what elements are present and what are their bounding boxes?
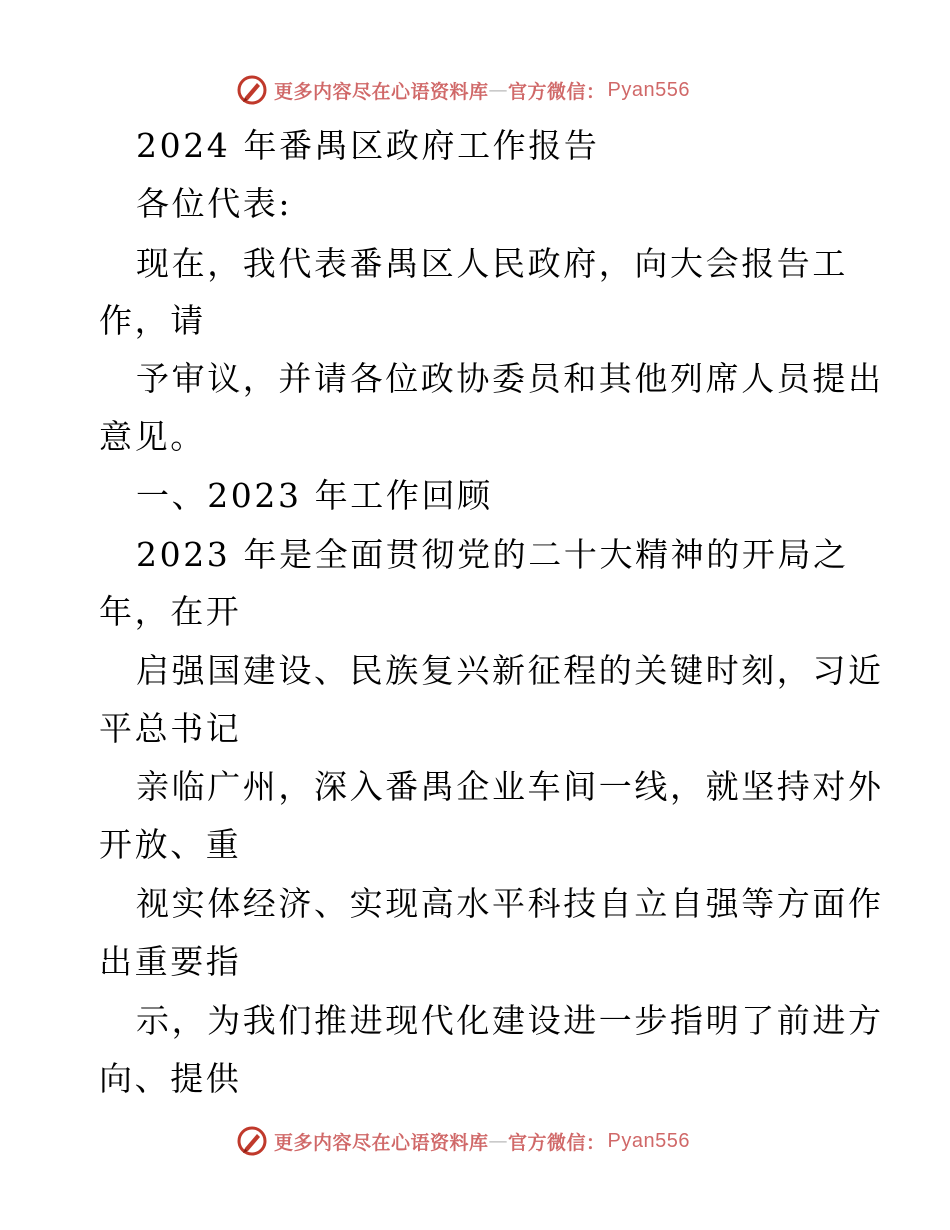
- text-line: 亲临广州，深入番禺企业车间一线，就坚持对外: [136, 767, 884, 806]
- text-line: 示，为我们推进现代化建设进一步指明了前进方: [136, 1001, 884, 1040]
- text-line: 启强国建设、民族复兴新征程的关键时刻，习近: [136, 651, 884, 690]
- banner-separator: —: [488, 1130, 509, 1152]
- pen-logo-icon: [236, 74, 268, 106]
- text-line: 作，请: [99, 301, 206, 340]
- text-line: 2023 年是全面贯彻党的二十大精神的开局之: [136, 535, 849, 574]
- text-line: 予审议，并请各位政协委员和其他列席人员提出: [136, 359, 884, 398]
- section-heading: 一、2023 年工作回顾: [136, 476, 493, 515]
- text-line: 开放、重: [99, 825, 242, 864]
- banner-separator: —: [488, 79, 509, 101]
- text-line: 视实体经济、实现高水平科技自立自强等方面作: [136, 884, 884, 923]
- text-line: 向、提供: [99, 1059, 242, 1098]
- text-line: 年，在开: [99, 592, 242, 631]
- pen-logo-icon: [236, 1125, 268, 1157]
- salutation: 各位代表:: [136, 184, 293, 223]
- document-title: 2024 年番禺区政府工作报告: [136, 126, 600, 165]
- banner-wechat-id: Pyan556: [607, 1129, 690, 1152]
- banner-main-text: 更多内容尽在心语资料库: [274, 1131, 489, 1154]
- header-watermark-banner: [236, 73, 690, 107]
- text-line: 现在，我代表番禺区人民政府，向大会报告工: [136, 244, 848, 283]
- banner-wechat-id: Pyan556: [607, 78, 690, 101]
- banner-label: 官方微信：: [508, 80, 606, 103]
- banner-main-text: 更多内容尽在心语资料库: [274, 80, 489, 103]
- text-line: 出重要指: [99, 942, 242, 981]
- text-line: 平总书记: [99, 709, 242, 748]
- text-line: 意见。: [99, 417, 206, 456]
- banner-label: 官方微信：: [508, 1131, 606, 1154]
- footer-watermark-banner: [236, 1124, 690, 1158]
